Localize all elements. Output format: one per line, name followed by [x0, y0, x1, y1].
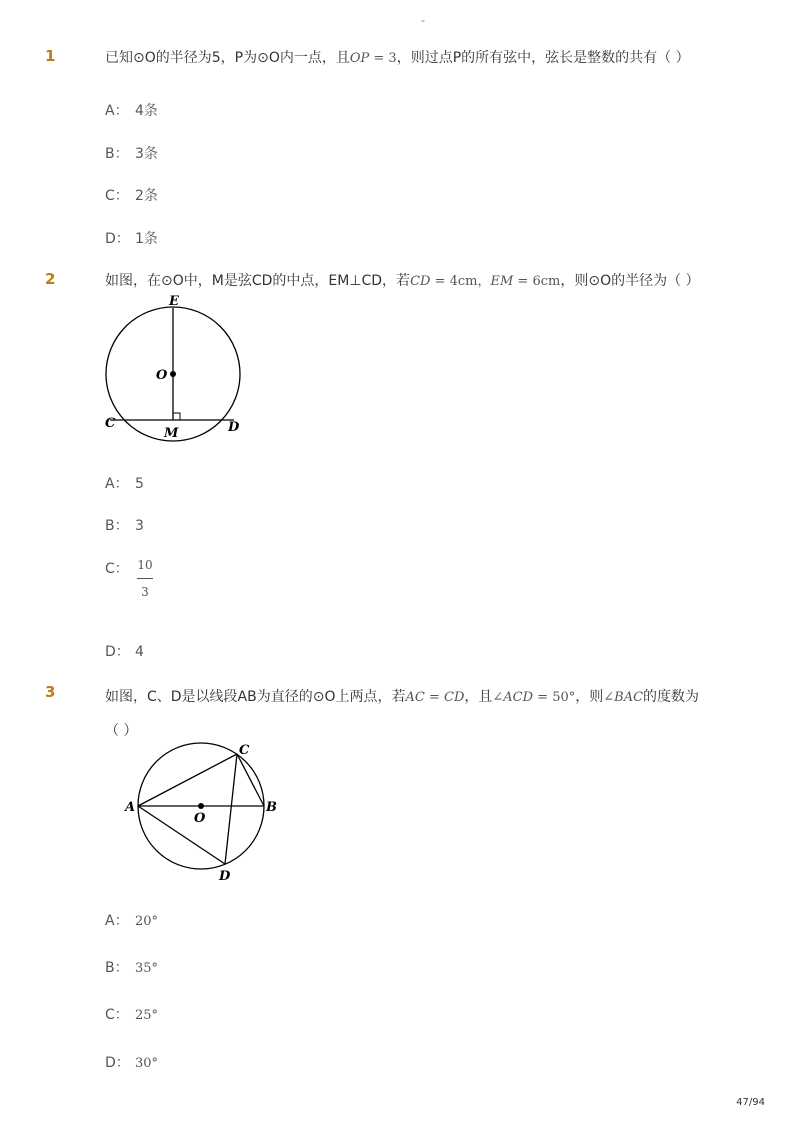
option-d[interactable]	[105, 641, 144, 661]
question-text-part: 的度数为	[643, 689, 700, 705]
label-e: E	[169, 294, 179, 309]
fraction-numerator: 10	[137, 558, 153, 572]
question-text-part: ，则⊙O的半径为（ ）	[560, 273, 700, 289]
center-point-o	[170, 371, 176, 377]
option-label: B：	[105, 960, 129, 976]
option-a[interactable]	[105, 473, 144, 493]
option-c[interactable]	[105, 558, 135, 578]
option-value: 35°	[135, 961, 159, 976]
math-expression: ∠BAC	[603, 690, 644, 705]
option-d[interactable]	[105, 1052, 158, 1072]
option-a[interactable]	[105, 100, 158, 120]
option-label: D：	[105, 231, 130, 247]
header-mark: -	[421, 14, 425, 27]
option-label: B：	[105, 518, 129, 534]
option-value: 20°	[135, 914, 159, 929]
option-value: 3条	[135, 146, 158, 162]
math-expression: ∠ACD	[492, 690, 534, 705]
option-value: 1条	[135, 231, 158, 247]
question-text	[105, 270, 700, 290]
label-c: C	[105, 416, 116, 431]
question-text	[105, 47, 690, 67]
option-c[interactable]	[105, 185, 158, 205]
option-value: 30°	[135, 1056, 159, 1071]
option-label: D：	[105, 1055, 130, 1071]
question-text-part: 已知⊙O的半径为5，P为⊙O内一点，且	[105, 50, 350, 66]
question-number: 1	[45, 47, 56, 65]
option-label: D：	[105, 644, 130, 660]
option-value: 5	[135, 476, 144, 492]
page-number: 47/94	[736, 1097, 765, 1108]
option-b[interactable]	[105, 515, 144, 535]
option-label: A：	[105, 913, 129, 929]
circle-diameter-figure	[120, 738, 285, 888]
math-expression: AC	[405, 690, 425, 705]
option-value: 4条	[135, 103, 158, 119]
fraction-value	[136, 558, 154, 599]
math-expression: CD	[410, 274, 431, 289]
chord-cb	[237, 754, 264, 806]
center-point-o	[198, 803, 204, 809]
chord-ad	[138, 806, 225, 864]
option-value: 3	[135, 518, 144, 534]
option-b[interactable]	[105, 957, 158, 977]
question-text-part: 如图，在⊙O中，M是弦CD的中点，EM⊥CD，若	[105, 273, 411, 289]
question-number: 3	[45, 683, 56, 701]
option-label: B：	[105, 146, 129, 162]
option-value: 25°	[135, 1008, 159, 1023]
math-expression: CD	[444, 690, 465, 705]
label-m: M	[164, 426, 179, 441]
label-d: D	[219, 869, 231, 884]
option-c[interactable]	[105, 1004, 158, 1024]
option-value: 4	[135, 644, 144, 660]
option-label: A：	[105, 103, 129, 119]
math-expression: = 3	[369, 51, 397, 66]
math-expression: = 6cm	[513, 274, 561, 289]
question-text-part: ，且	[464, 689, 493, 705]
label-o: O	[156, 368, 168, 383]
question-text-part: ，则过点P的所有弦中，弦长是整数的共有（ ）	[396, 50, 690, 66]
option-d[interactable]	[105, 228, 158, 248]
fraction-bar	[137, 578, 153, 579]
math-expression: =	[424, 690, 445, 705]
option-label: C：	[105, 561, 129, 577]
question-text-part: ，则	[575, 689, 604, 705]
fraction-denominator: 3	[141, 585, 149, 599]
chord-ac	[138, 754, 237, 806]
label-a: A	[125, 800, 136, 815]
question-text-part: 如图，C、D是以线段AB为直径的⊙O上两点，若	[105, 689, 406, 705]
option-label: C：	[105, 1007, 129, 1023]
option-b[interactable]	[105, 143, 158, 163]
label-d: D	[228, 420, 240, 435]
circle-chord-figure	[100, 292, 250, 442]
option-a[interactable]	[105, 910, 158, 930]
label-c: C	[239, 743, 250, 758]
option-value: 2条	[135, 188, 158, 204]
option-label: C：	[105, 188, 129, 204]
label-o: O	[194, 811, 206, 826]
math-expression: EM	[490, 274, 514, 289]
math-expression: = 4cm，	[430, 274, 491, 289]
chord-cd	[225, 754, 237, 864]
math-expression: OP	[349, 51, 370, 66]
option-label: A：	[105, 476, 129, 492]
answer-blank: （ ）	[105, 723, 138, 739]
question-number: 2	[45, 270, 56, 288]
label-b: B	[266, 800, 277, 815]
math-expression: = 50°	[533, 690, 576, 705]
question-text	[105, 686, 699, 706]
right-angle-mark	[173, 413, 180, 420]
